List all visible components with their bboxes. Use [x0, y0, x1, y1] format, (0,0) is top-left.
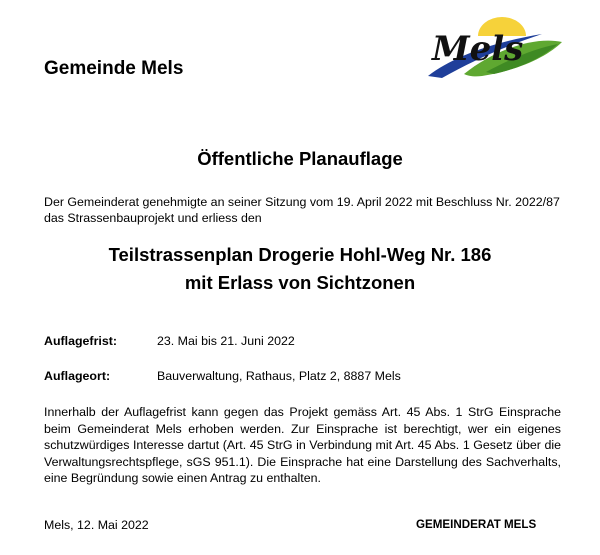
- signature: GEMEINDERAT MELS: [416, 518, 537, 531]
- organization-name: Gemeinde Mels: [44, 58, 184, 79]
- logo-text: Mels: [432, 29, 524, 69]
- plan-title-line-2: mit Erlass von Sichtzonen: [184, 272, 416, 293]
- auflageort-label: Auflageort:: [44, 369, 111, 383]
- auflagefrist-label: Auflagefrist:: [44, 334, 117, 348]
- intro-paragraph: Der Gemeinderat genehmigte an seiner Sitzung vom 19. April 2022 mit Beschluss Nr. 2022/87 das Strassenbauprojekt und erliess den: [44, 195, 560, 225]
- mels-logo: [424, 14, 564, 82]
- auflagefrist-value: 23. Mai bis 21. Juni 2022: [157, 334, 295, 348]
- objection-paragraph: Innerhalb der Auflagefrist kann gegen das Projekt gemäss Art. 45 Abs. 1 StrG Einsprache beim Gemeinderat Mels erhoben werden. Zur Einsprache ist berechtigt, wer ein eigenes schutzwürdiges Interesse dartut (Art. 45 StrG in Verbindung mit Art. 45 Abs. 1 Gesetz über die Verwaltungsrechtspflege, sGS 951.1). Die Einsprache hat eine Darstellung des Sachverhalts, eine Begründung sowie einen Antrag zu enthalten.: [44, 405, 561, 485]
- plan-title: [0, 241, 600, 297]
- document-title: Öffentliche Planauflage: [197, 148, 403, 169]
- auflageort-value: Bauverwaltung, Rathaus, Platz 2, 8887 Mels: [157, 369, 401, 383]
- plan-title-line-1: Teilstrassenplan Drogerie Hohl-Weg Nr. 186: [108, 244, 492, 265]
- place-date: Mels, 12. Mai 2022: [44, 518, 149, 532]
